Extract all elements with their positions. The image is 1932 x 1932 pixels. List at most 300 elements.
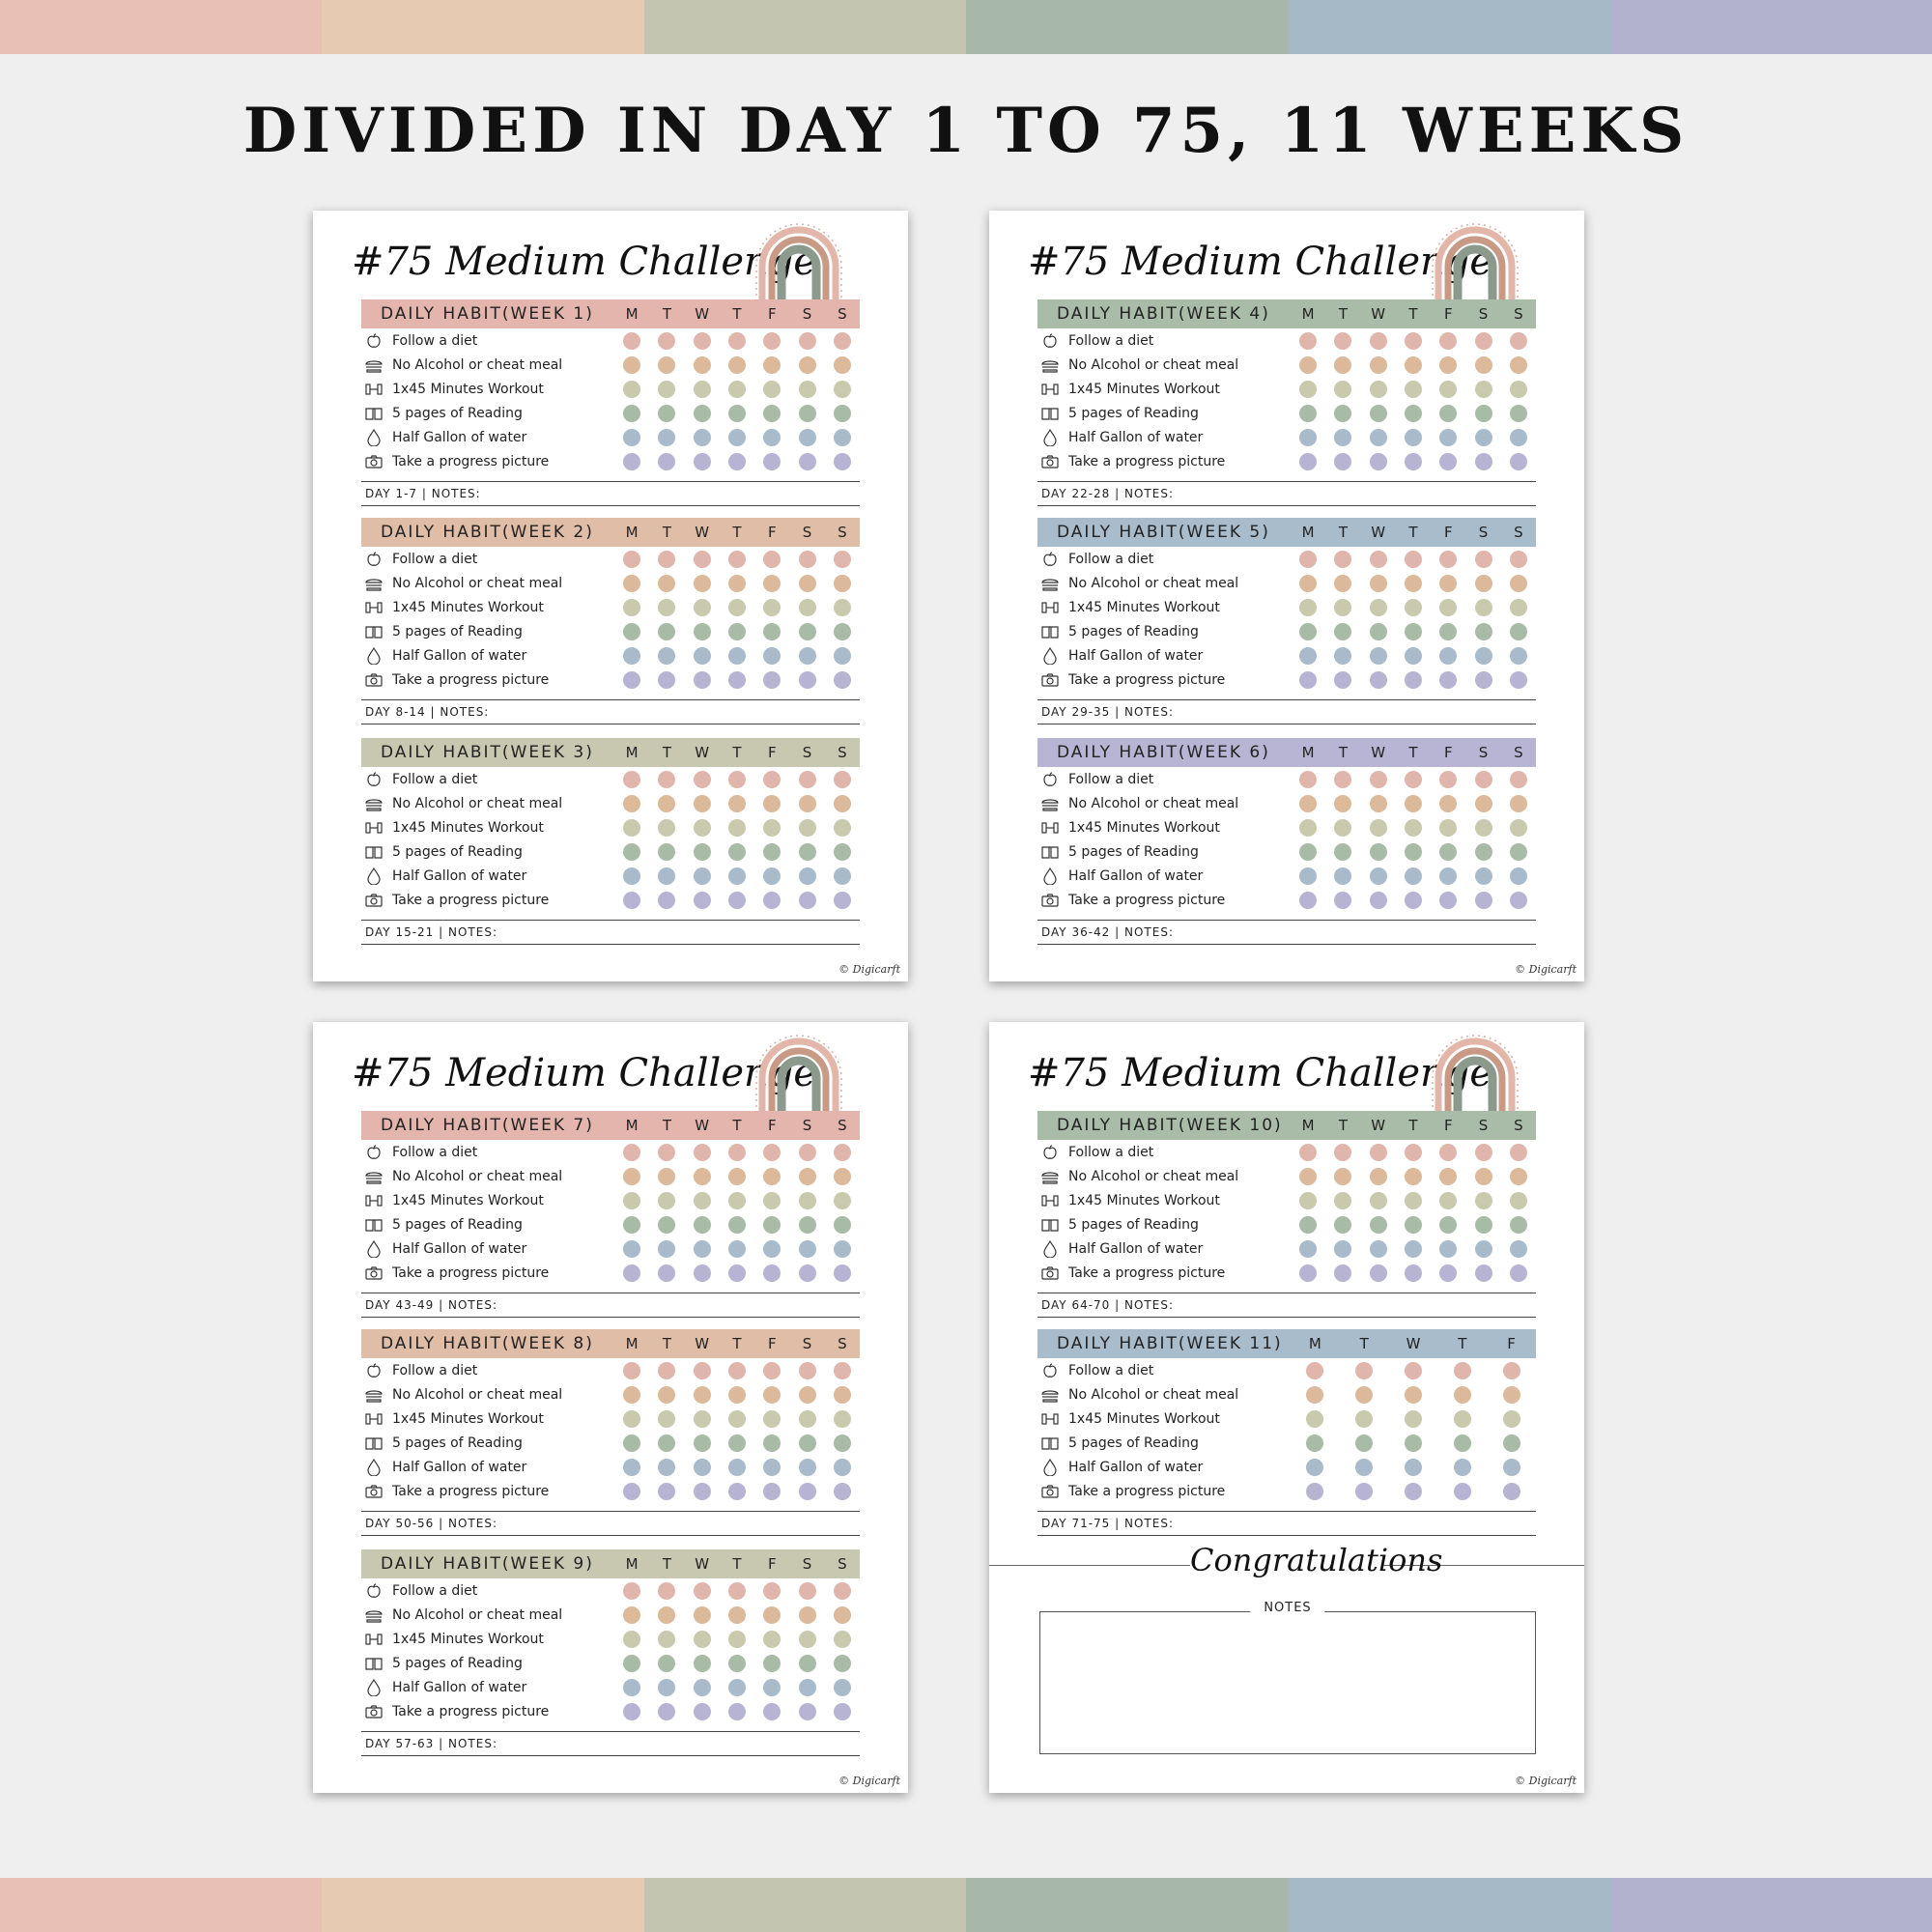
habit-check-dot[interactable] bbox=[720, 623, 754, 640]
habit-check-dot[interactable] bbox=[720, 1679, 754, 1696]
habit-check-dot[interactable] bbox=[754, 819, 789, 837]
habit-check-dot[interactable] bbox=[1487, 1435, 1536, 1452]
habit-check-dot[interactable] bbox=[1361, 1240, 1396, 1258]
habit-check-dot[interactable] bbox=[825, 405, 860, 422]
habit-check-dot[interactable] bbox=[649, 453, 684, 470]
habit-check-dot[interactable] bbox=[1501, 381, 1536, 398]
habit-check-dot[interactable] bbox=[825, 1459, 860, 1476]
habit-check-dot[interactable] bbox=[825, 771, 860, 788]
habit-check-dot[interactable] bbox=[649, 1144, 684, 1161]
habit-check-dot[interactable] bbox=[1465, 795, 1500, 812]
habit-check-dot[interactable] bbox=[754, 1410, 789, 1428]
habit-check-dot[interactable] bbox=[1431, 647, 1465, 665]
habit-check-dot[interactable] bbox=[1361, 1216, 1396, 1234]
habit-check-dot[interactable] bbox=[754, 795, 789, 812]
habit-check-dot[interactable] bbox=[1396, 1264, 1431, 1282]
habit-check-dot[interactable] bbox=[1325, 1168, 1360, 1185]
habit-check-dot[interactable] bbox=[754, 1362, 789, 1379]
habit-check-dot[interactable] bbox=[1501, 405, 1536, 422]
habit-check-dot[interactable] bbox=[1501, 647, 1536, 665]
habit-check-dot[interactable] bbox=[685, 795, 720, 812]
habit-check-dot[interactable] bbox=[685, 405, 720, 422]
habit-check-dot[interactable] bbox=[789, 356, 824, 374]
habit-check-dot[interactable] bbox=[1325, 843, 1360, 861]
habit-check-dot[interactable] bbox=[754, 1679, 789, 1696]
habit-check-dot[interactable] bbox=[1325, 1264, 1360, 1282]
habit-check-dot[interactable] bbox=[1465, 1168, 1500, 1185]
habit-check-dot[interactable] bbox=[614, 867, 649, 885]
habit-check-dot[interactable] bbox=[1396, 819, 1431, 837]
habit-check-dot[interactable] bbox=[614, 1703, 649, 1720]
habit-check-dot[interactable] bbox=[649, 551, 684, 568]
habit-check-dot[interactable] bbox=[685, 1386, 720, 1404]
habit-check-dot[interactable] bbox=[1501, 332, 1536, 350]
habit-check-dot[interactable] bbox=[649, 1168, 684, 1185]
habit-check-dot[interactable] bbox=[685, 381, 720, 398]
habit-check-dot[interactable] bbox=[685, 1216, 720, 1234]
habit-check-dot[interactable] bbox=[1431, 892, 1465, 909]
habit-check-dot[interactable] bbox=[614, 1606, 649, 1624]
habit-check-dot[interactable] bbox=[614, 1240, 649, 1258]
habit-check-dot[interactable] bbox=[720, 429, 754, 446]
habit-check-dot[interactable] bbox=[1361, 332, 1396, 350]
habit-check-dot[interactable] bbox=[789, 1483, 824, 1500]
habit-check-dot[interactable] bbox=[649, 575, 684, 592]
habit-check-dot[interactable] bbox=[1431, 843, 1465, 861]
habit-check-dot[interactable] bbox=[1465, 1216, 1500, 1234]
habit-check-dot[interactable] bbox=[685, 1582, 720, 1600]
habit-check-dot[interactable] bbox=[789, 867, 824, 885]
habit-check-dot[interactable] bbox=[1361, 1168, 1396, 1185]
habit-check-dot[interactable] bbox=[1325, 1192, 1360, 1209]
habit-check-dot[interactable] bbox=[1325, 332, 1360, 350]
habit-check-dot[interactable] bbox=[1501, 599, 1536, 616]
habit-check-dot[interactable] bbox=[1325, 405, 1360, 422]
habit-check-dot[interactable] bbox=[685, 771, 720, 788]
habit-check-dot[interactable] bbox=[614, 1459, 649, 1476]
habit-check-dot[interactable] bbox=[1396, 892, 1431, 909]
habit-check-dot[interactable] bbox=[685, 843, 720, 861]
habit-check-dot[interactable] bbox=[789, 1435, 824, 1452]
habit-check-dot[interactable] bbox=[720, 1703, 754, 1720]
habit-check-dot[interactable] bbox=[1501, 1264, 1536, 1282]
habit-check-dot[interactable] bbox=[1396, 1192, 1431, 1209]
habit-check-dot[interactable] bbox=[754, 453, 789, 470]
habit-check-dot[interactable] bbox=[825, 1362, 860, 1379]
habit-check-dot[interactable] bbox=[1361, 623, 1396, 640]
habit-check-dot[interactable] bbox=[1361, 1264, 1396, 1282]
habit-check-dot[interactable] bbox=[1361, 1192, 1396, 1209]
habit-check-dot[interactable] bbox=[1431, 771, 1465, 788]
notes-box[interactable] bbox=[1039, 1601, 1536, 1754]
habit-check-dot[interactable] bbox=[1361, 599, 1396, 616]
habit-check-dot[interactable] bbox=[1501, 771, 1536, 788]
habit-check-dot[interactable] bbox=[649, 332, 684, 350]
habit-check-dot[interactable] bbox=[1291, 795, 1325, 812]
habit-check-dot[interactable] bbox=[720, 551, 754, 568]
habit-check-dot[interactable] bbox=[1431, 1240, 1465, 1258]
habit-check-dot[interactable] bbox=[649, 1655, 684, 1672]
habit-check-dot[interactable] bbox=[1431, 1216, 1465, 1234]
habit-check-dot[interactable] bbox=[1340, 1410, 1389, 1428]
habit-check-dot[interactable] bbox=[685, 332, 720, 350]
habit-check-dot[interactable] bbox=[1291, 453, 1325, 470]
habit-check-dot[interactable] bbox=[614, 1631, 649, 1648]
habit-check-dot[interactable] bbox=[614, 843, 649, 861]
habit-check-dot[interactable] bbox=[1465, 1192, 1500, 1209]
habit-check-dot[interactable] bbox=[614, 623, 649, 640]
habit-check-dot[interactable] bbox=[614, 1410, 649, 1428]
habit-check-dot[interactable] bbox=[1396, 771, 1431, 788]
habit-check-dot[interactable] bbox=[754, 843, 789, 861]
habit-check-dot[interactable] bbox=[754, 1192, 789, 1209]
habit-check-dot[interactable] bbox=[1325, 551, 1360, 568]
habit-check-dot[interactable] bbox=[754, 647, 789, 665]
habit-check-dot[interactable] bbox=[720, 1435, 754, 1452]
habit-check-dot[interactable] bbox=[825, 1582, 860, 1600]
habit-check-dot[interactable] bbox=[789, 429, 824, 446]
habit-check-dot[interactable] bbox=[614, 1216, 649, 1234]
habit-check-dot[interactable] bbox=[1501, 1144, 1536, 1161]
habit-check-dot[interactable] bbox=[754, 1435, 789, 1452]
habit-check-dot[interactable] bbox=[825, 623, 860, 640]
habit-check-dot[interactable] bbox=[789, 1144, 824, 1161]
habit-check-dot[interactable] bbox=[754, 671, 789, 689]
habit-check-dot[interactable] bbox=[614, 405, 649, 422]
habit-check-dot[interactable] bbox=[685, 1144, 720, 1161]
habit-check-dot[interactable] bbox=[649, 647, 684, 665]
habit-check-dot[interactable] bbox=[1465, 843, 1500, 861]
habit-check-dot[interactable] bbox=[1325, 429, 1360, 446]
habit-check-dot[interactable] bbox=[789, 1606, 824, 1624]
habit-check-dot[interactable] bbox=[685, 623, 720, 640]
habit-check-dot[interactable] bbox=[1389, 1459, 1438, 1476]
habit-check-dot[interactable] bbox=[1291, 1168, 1325, 1185]
habit-check-dot[interactable] bbox=[1431, 1192, 1465, 1209]
habit-check-dot[interactable] bbox=[649, 1386, 684, 1404]
habit-check-dot[interactable] bbox=[1291, 405, 1325, 422]
habit-check-dot[interactable] bbox=[754, 1386, 789, 1404]
habit-check-dot[interactable] bbox=[789, 671, 824, 689]
habit-check-dot[interactable] bbox=[1396, 843, 1431, 861]
habit-check-dot[interactable] bbox=[614, 1386, 649, 1404]
habit-check-dot[interactable] bbox=[1325, 647, 1360, 665]
habit-check-dot[interactable] bbox=[1465, 599, 1500, 616]
habit-check-dot[interactable] bbox=[754, 867, 789, 885]
habit-check-dot[interactable] bbox=[685, 867, 720, 885]
habit-check-dot[interactable] bbox=[649, 1410, 684, 1428]
habit-check-dot[interactable] bbox=[685, 1192, 720, 1209]
habit-check-dot[interactable] bbox=[614, 771, 649, 788]
habit-check-dot[interactable] bbox=[614, 1483, 649, 1500]
habit-check-dot[interactable] bbox=[685, 1264, 720, 1282]
habit-check-dot[interactable] bbox=[754, 1703, 789, 1720]
habit-check-dot[interactable] bbox=[754, 1631, 789, 1648]
habit-check-dot[interactable] bbox=[1291, 1362, 1340, 1379]
habit-check-dot[interactable] bbox=[1431, 356, 1465, 374]
habit-check-dot[interactable] bbox=[1396, 671, 1431, 689]
habit-check-dot[interactable] bbox=[649, 1582, 684, 1600]
habit-check-dot[interactable] bbox=[1291, 332, 1325, 350]
habit-check-dot[interactable] bbox=[649, 1192, 684, 1209]
habit-check-dot[interactable] bbox=[1396, 599, 1431, 616]
habit-check-dot[interactable] bbox=[1487, 1483, 1536, 1500]
habit-check-dot[interactable] bbox=[754, 1655, 789, 1672]
habit-check-dot[interactable] bbox=[614, 453, 649, 470]
habit-check-dot[interactable] bbox=[685, 1703, 720, 1720]
habit-check-dot[interactable] bbox=[1501, 1240, 1536, 1258]
habit-check-dot[interactable] bbox=[1396, 575, 1431, 592]
habit-check-dot[interactable] bbox=[720, 671, 754, 689]
habit-check-dot[interactable] bbox=[1431, 429, 1465, 446]
habit-check-dot[interactable] bbox=[789, 1362, 824, 1379]
habit-check-dot[interactable] bbox=[1361, 1144, 1396, 1161]
habit-check-dot[interactable] bbox=[1437, 1435, 1487, 1452]
habit-check-dot[interactable] bbox=[649, 381, 684, 398]
habit-check-dot[interactable] bbox=[825, 575, 860, 592]
habit-check-dot[interactable] bbox=[720, 1410, 754, 1428]
habit-check-dot[interactable] bbox=[720, 599, 754, 616]
habit-check-dot[interactable] bbox=[614, 551, 649, 568]
habit-check-dot[interactable] bbox=[720, 1168, 754, 1185]
habit-check-dot[interactable] bbox=[789, 795, 824, 812]
habit-check-dot[interactable] bbox=[649, 795, 684, 812]
habit-check-dot[interactable] bbox=[1325, 575, 1360, 592]
habit-check-dot[interactable] bbox=[825, 671, 860, 689]
habit-check-dot[interactable] bbox=[1325, 1144, 1360, 1161]
habit-check-dot[interactable] bbox=[1325, 1216, 1360, 1234]
habit-check-dot[interactable] bbox=[825, 1168, 860, 1185]
habit-check-dot[interactable] bbox=[614, 429, 649, 446]
habit-check-dot[interactable] bbox=[1465, 771, 1500, 788]
habit-check-dot[interactable] bbox=[1437, 1410, 1487, 1428]
habit-check-dot[interactable] bbox=[1325, 771, 1360, 788]
habit-check-dot[interactable] bbox=[1389, 1386, 1438, 1404]
habit-check-dot[interactable] bbox=[1291, 1144, 1325, 1161]
habit-check-dot[interactable] bbox=[649, 819, 684, 837]
habit-check-dot[interactable] bbox=[1396, 405, 1431, 422]
habit-check-dot[interactable] bbox=[649, 843, 684, 861]
habit-check-dot[interactable] bbox=[614, 575, 649, 592]
habit-check-dot[interactable] bbox=[789, 599, 824, 616]
habit-check-dot[interactable] bbox=[754, 1483, 789, 1500]
habit-check-dot[interactable] bbox=[1431, 453, 1465, 470]
habit-check-dot[interactable] bbox=[754, 405, 789, 422]
habit-check-dot[interactable] bbox=[1291, 1192, 1325, 1209]
habit-check-dot[interactable] bbox=[685, 551, 720, 568]
habit-check-dot[interactable] bbox=[1325, 819, 1360, 837]
habit-check-dot[interactable] bbox=[789, 1703, 824, 1720]
habit-check-dot[interactable] bbox=[754, 892, 789, 909]
habit-check-dot[interactable] bbox=[1361, 429, 1396, 446]
habit-check-dot[interactable] bbox=[1361, 819, 1396, 837]
habit-check-dot[interactable] bbox=[1465, 429, 1500, 446]
habit-check-dot[interactable] bbox=[1396, 867, 1431, 885]
habit-check-dot[interactable] bbox=[789, 551, 824, 568]
habit-check-dot[interactable] bbox=[1501, 671, 1536, 689]
habit-check-dot[interactable] bbox=[1465, 819, 1500, 837]
habit-check-dot[interactable] bbox=[1465, 1144, 1500, 1161]
habit-check-dot[interactable] bbox=[1361, 453, 1396, 470]
habit-check-dot[interactable] bbox=[1361, 356, 1396, 374]
habit-check-dot[interactable] bbox=[1325, 795, 1360, 812]
habit-check-dot[interactable] bbox=[1291, 1264, 1325, 1282]
habit-check-dot[interactable] bbox=[1396, 1240, 1431, 1258]
habit-check-dot[interactable] bbox=[754, 1240, 789, 1258]
habit-check-dot[interactable] bbox=[1361, 381, 1396, 398]
habit-check-dot[interactable] bbox=[614, 819, 649, 837]
habit-check-dot[interactable] bbox=[1291, 551, 1325, 568]
habit-check-dot[interactable] bbox=[825, 1655, 860, 1672]
habit-check-dot[interactable] bbox=[685, 575, 720, 592]
habit-check-dot[interactable] bbox=[1325, 381, 1360, 398]
habit-check-dot[interactable] bbox=[1291, 381, 1325, 398]
habit-check-dot[interactable] bbox=[720, 453, 754, 470]
habit-check-dot[interactable] bbox=[1396, 795, 1431, 812]
habit-check-dot[interactable] bbox=[614, 671, 649, 689]
habit-check-dot[interactable] bbox=[720, 795, 754, 812]
habit-check-dot[interactable] bbox=[825, 1192, 860, 1209]
habit-check-dot[interactable] bbox=[1465, 647, 1500, 665]
habit-check-dot[interactable] bbox=[1291, 1216, 1325, 1234]
habit-check-dot[interactable] bbox=[1291, 771, 1325, 788]
habit-check-dot[interactable] bbox=[825, 1435, 860, 1452]
habit-check-dot[interactable] bbox=[1431, 1168, 1465, 1185]
habit-check-dot[interactable] bbox=[1487, 1362, 1536, 1379]
habit-check-dot[interactable] bbox=[685, 1240, 720, 1258]
habit-check-dot[interactable] bbox=[789, 1410, 824, 1428]
habit-check-dot[interactable] bbox=[1501, 795, 1536, 812]
habit-check-dot[interactable] bbox=[1291, 892, 1325, 909]
habit-check-dot[interactable] bbox=[1389, 1483, 1438, 1500]
habit-check-dot[interactable] bbox=[649, 356, 684, 374]
habit-check-dot[interactable] bbox=[1501, 575, 1536, 592]
habit-check-dot[interactable] bbox=[1501, 1216, 1536, 1234]
habit-check-dot[interactable] bbox=[1431, 1264, 1465, 1282]
habit-check-dot[interactable] bbox=[825, 1216, 860, 1234]
habit-check-dot[interactable] bbox=[649, 771, 684, 788]
habit-check-dot[interactable] bbox=[789, 1240, 824, 1258]
habit-check-dot[interactable] bbox=[1291, 623, 1325, 640]
habit-check-dot[interactable] bbox=[685, 1631, 720, 1648]
habit-check-dot[interactable] bbox=[649, 1362, 684, 1379]
habit-check-dot[interactable] bbox=[614, 1362, 649, 1379]
habit-check-dot[interactable] bbox=[720, 381, 754, 398]
habit-check-dot[interactable] bbox=[1437, 1362, 1487, 1379]
habit-check-dot[interactable] bbox=[789, 1679, 824, 1696]
habit-check-dot[interactable] bbox=[1396, 381, 1431, 398]
habit-check-dot[interactable] bbox=[1291, 356, 1325, 374]
habit-check-dot[interactable] bbox=[825, 1410, 860, 1428]
habit-check-dot[interactable] bbox=[825, 551, 860, 568]
habit-check-dot[interactable] bbox=[649, 1264, 684, 1282]
habit-check-dot[interactable] bbox=[649, 1435, 684, 1452]
habit-check-dot[interactable] bbox=[1431, 819, 1465, 837]
habit-check-dot[interactable] bbox=[720, 1631, 754, 1648]
habit-check-dot[interactable] bbox=[1340, 1435, 1389, 1452]
habit-check-dot[interactable] bbox=[720, 332, 754, 350]
habit-check-dot[interactable] bbox=[614, 599, 649, 616]
habit-check-dot[interactable] bbox=[1431, 381, 1465, 398]
habit-check-dot[interactable] bbox=[720, 819, 754, 837]
habit-check-dot[interactable] bbox=[1291, 1410, 1340, 1428]
habit-check-dot[interactable] bbox=[789, 843, 824, 861]
habit-check-dot[interactable] bbox=[685, 356, 720, 374]
habit-check-dot[interactable] bbox=[685, 671, 720, 689]
habit-check-dot[interactable] bbox=[1501, 1168, 1536, 1185]
habit-check-dot[interactable] bbox=[1431, 575, 1465, 592]
habit-check-dot[interactable] bbox=[1325, 892, 1360, 909]
habit-check-dot[interactable] bbox=[789, 575, 824, 592]
habit-check-dot[interactable] bbox=[720, 1216, 754, 1234]
habit-check-dot[interactable] bbox=[1325, 867, 1360, 885]
habit-check-dot[interactable] bbox=[1431, 671, 1465, 689]
habit-check-dot[interactable] bbox=[720, 1582, 754, 1600]
habit-check-dot[interactable] bbox=[789, 1168, 824, 1185]
habit-check-dot[interactable] bbox=[685, 1606, 720, 1624]
habit-check-dot[interactable] bbox=[614, 892, 649, 909]
habit-check-dot[interactable] bbox=[1431, 551, 1465, 568]
habit-check-dot[interactable] bbox=[1291, 867, 1325, 885]
habit-check-dot[interactable] bbox=[720, 1386, 754, 1404]
habit-check-dot[interactable] bbox=[1396, 1168, 1431, 1185]
habit-check-dot[interactable] bbox=[1389, 1362, 1438, 1379]
habit-check-dot[interactable] bbox=[754, 332, 789, 350]
habit-check-dot[interactable] bbox=[754, 356, 789, 374]
habit-check-dot[interactable] bbox=[1325, 599, 1360, 616]
habit-check-dot[interactable] bbox=[1501, 819, 1536, 837]
habit-check-dot[interactable] bbox=[685, 647, 720, 665]
habit-check-dot[interactable] bbox=[789, 623, 824, 640]
habit-check-dot[interactable] bbox=[1437, 1483, 1487, 1500]
habit-check-dot[interactable] bbox=[1291, 843, 1325, 861]
habit-check-dot[interactable] bbox=[1361, 671, 1396, 689]
habit-check-dot[interactable] bbox=[1291, 1483, 1340, 1500]
habit-check-dot[interactable] bbox=[825, 1606, 860, 1624]
habit-check-dot[interactable] bbox=[720, 405, 754, 422]
habit-check-dot[interactable] bbox=[1340, 1459, 1389, 1476]
habit-check-dot[interactable] bbox=[720, 867, 754, 885]
habit-check-dot[interactable] bbox=[754, 599, 789, 616]
habit-check-dot[interactable] bbox=[614, 795, 649, 812]
habit-check-dot[interactable] bbox=[720, 1483, 754, 1500]
habit-check-dot[interactable] bbox=[1389, 1410, 1438, 1428]
habit-check-dot[interactable] bbox=[1431, 623, 1465, 640]
habit-check-dot[interactable] bbox=[1291, 599, 1325, 616]
habit-check-dot[interactable] bbox=[720, 647, 754, 665]
habit-check-dot[interactable] bbox=[789, 453, 824, 470]
habit-check-dot[interactable] bbox=[754, 575, 789, 592]
habit-check-dot[interactable] bbox=[1340, 1483, 1389, 1500]
habit-check-dot[interactable] bbox=[685, 453, 720, 470]
habit-check-dot[interactable] bbox=[1465, 623, 1500, 640]
habit-check-dot[interactable] bbox=[1465, 1240, 1500, 1258]
habit-check-dot[interactable] bbox=[685, 1459, 720, 1476]
habit-check-dot[interactable] bbox=[614, 1679, 649, 1696]
habit-check-dot[interactable] bbox=[1501, 356, 1536, 374]
habit-check-dot[interactable] bbox=[1291, 429, 1325, 446]
habit-check-dot[interactable] bbox=[685, 1168, 720, 1185]
habit-check-dot[interactable] bbox=[1465, 1264, 1500, 1282]
habit-check-dot[interactable] bbox=[1501, 867, 1536, 885]
habit-check-dot[interactable] bbox=[1501, 623, 1536, 640]
habit-check-dot[interactable] bbox=[789, 381, 824, 398]
habit-check-dot[interactable] bbox=[789, 1459, 824, 1476]
habit-check-dot[interactable] bbox=[1291, 1459, 1340, 1476]
habit-check-dot[interactable] bbox=[754, 771, 789, 788]
habit-check-dot[interactable] bbox=[1396, 647, 1431, 665]
habit-check-dot[interactable] bbox=[789, 1386, 824, 1404]
